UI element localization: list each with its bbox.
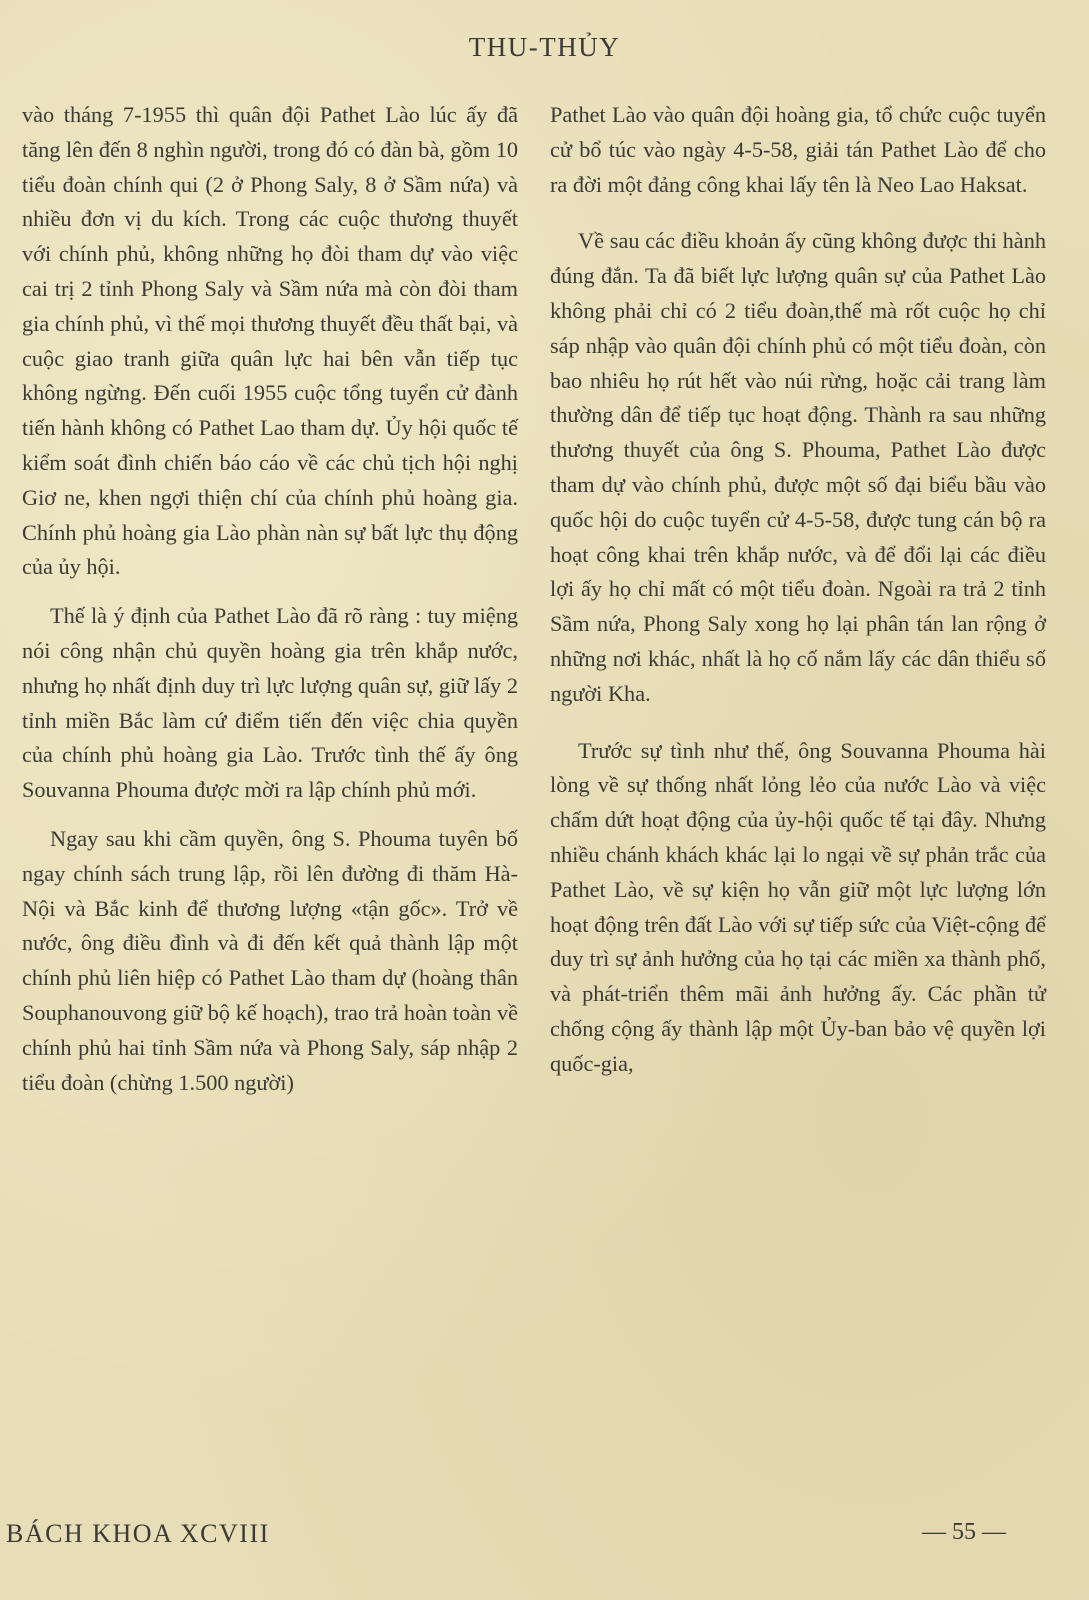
right-column <box>550 98 1046 1082</box>
magazine-footer: BÁCH KHOA XCVIII <box>6 1519 270 1548</box>
left-column <box>22 98 518 1100</box>
left-paragraph-1: vào tháng 7-1955 thì quân đội Pathet Lào lúc ấy đã tăng lên đến 8 nghìn người, trong đó có đàn bà, gồm 10 tiểu đoàn chính qui (2 ở Phong Saly, 8 ở Sầm nứa) và nhiều đơn vị du kích. Trong các cuộc thương thuyết với chính phủ, không những họ đòi tham dự vào việc cai trị 2 tỉnh Phong Saly và Sầm nứa mà còn đòi tham gia chính phủ, vì thế mọi thương thuyết đều thất bại, và cuộc giao tranh giữa quân lực hai bên vẫn tiếp tục không ngừng. Đến cuối 1955 cuộc tổng tuyển cử đành tiến hành không có Pathet Lao tham dự. Ủy hội quốc tế kiểm soát đình chiến báo cáo về các chủ tịch hội nghị Giơ ne, khen ngợi thiện chí của chính phủ hoàng gia. Chính phủ hoàng gia Lào phàn nàn sự bất lực thụ động của ủy hội. <box>22 102 518 580</box>
running-title: THU-THỦY <box>468 32 621 62</box>
page-number: — 55 — <box>922 1519 1006 1545</box>
right-paragraph-3: Trước sự tình như thế, ông Souvanna Phouma hài lòng về sự thống nhất lỏng lẻo của nước Lào và việc chấm dứt hoạt động của ủy-hội quốc tế tại đây. Nhưng nhiều chánh khách khác lại lo ngại về sự phản trắc của Pathet Lào, về sự kiện họ vẫn giữ một lực lượng lớn hoạt động trên đất Lào với sự tiếp sức của Việt-cộng để duy trì sự ảnh hưởng của họ tại các miền xa thành phố, và phát-triển thêm mãi ảnh hưởng ấy. Các phần tử chống cộng ấy thành lập một Ủy-ban bảo vệ quyền lợi quốc-gia, <box>550 737 1046 1076</box>
left-paragraph-2: Thế là ý định của Pathet Lào đã rõ ràng : tuy miệng nói công nhận chủ quyền hoàng gia trên khắp nước, nhưng họ nhất định duy trì lực lượng quân sự, giữ lấy 2 tỉnh miền Bắc làm cứ điểm tiến đến việc chia quyền của chính phủ hoàng gia Lào. Trước tình thế ấy ông Souvanna Phouma được mời ra lập chính phủ mới. <box>22 603 518 803</box>
left-paragraph-3: Ngay sau khi cầm quyền, ông S. Phouma tuyên bố ngay chính sách trung lập, rồi lên đường đi thăm Hà-Nội và Bắc kinh để thương lượng «tận gốc». Trở về nước, ông điều đình và đi đến kết quả thành lập một chính phủ liên hiệp có Pathet Lào tham dự (hoàng thân Souphanouvong giữ bộ kế hoạch), trao trả hoàn toàn về chính phủ hai tỉnh Sầm nứa và Phong Saly, sáp nhập 2 tiểu đoàn (chừng 1.500 người) <box>22 825 518 1095</box>
right-paragraph-2: Về sau các điều khoản ấy cũng không được thi hành đúng đắn. Ta đã biết lực lượng quân sự của Pathet Lào không phải chỉ có 2 tiểu đoàn,thế mà rốt cuộc họ chỉ sáp nhập vào quân đội chính phủ có một tiểu đoàn, còn bao nhiêu họ rút hết vào núi rừng, hoặc cải trang làm thường dân để tiếp tục hoạt động. Thành ra sau những thương thuyết của ông S. Phouma, Pathet Lào được tham dự vào chính phủ, được một số đại biểu bầu vào quốc hội do cuộc tuyển cử 4-5-58, được tung cán bộ ra hoạt công khai trên khắp nước, và để đổi lại các điều lợi ấy họ chỉ mất có một tiểu đoàn. Ngoài ra trả 2 tỉnh Sầm nứa, Phong Saly xong họ lại phân tán lan rộng ở những nơi khác, nhất là họ cố nắm lấy các dân thiểu số người Kha. <box>550 228 1046 706</box>
right-paragraph-1: Pathet Lào vào quân đội hoàng gia, tổ chức cuộc tuyển cử bổ túc vào ngày 4-5-58, giải tán Pathet Lào để cho ra đời một đảng công khai lấy tên là Neo Lao Haksat. <box>550 102 1046 197</box>
